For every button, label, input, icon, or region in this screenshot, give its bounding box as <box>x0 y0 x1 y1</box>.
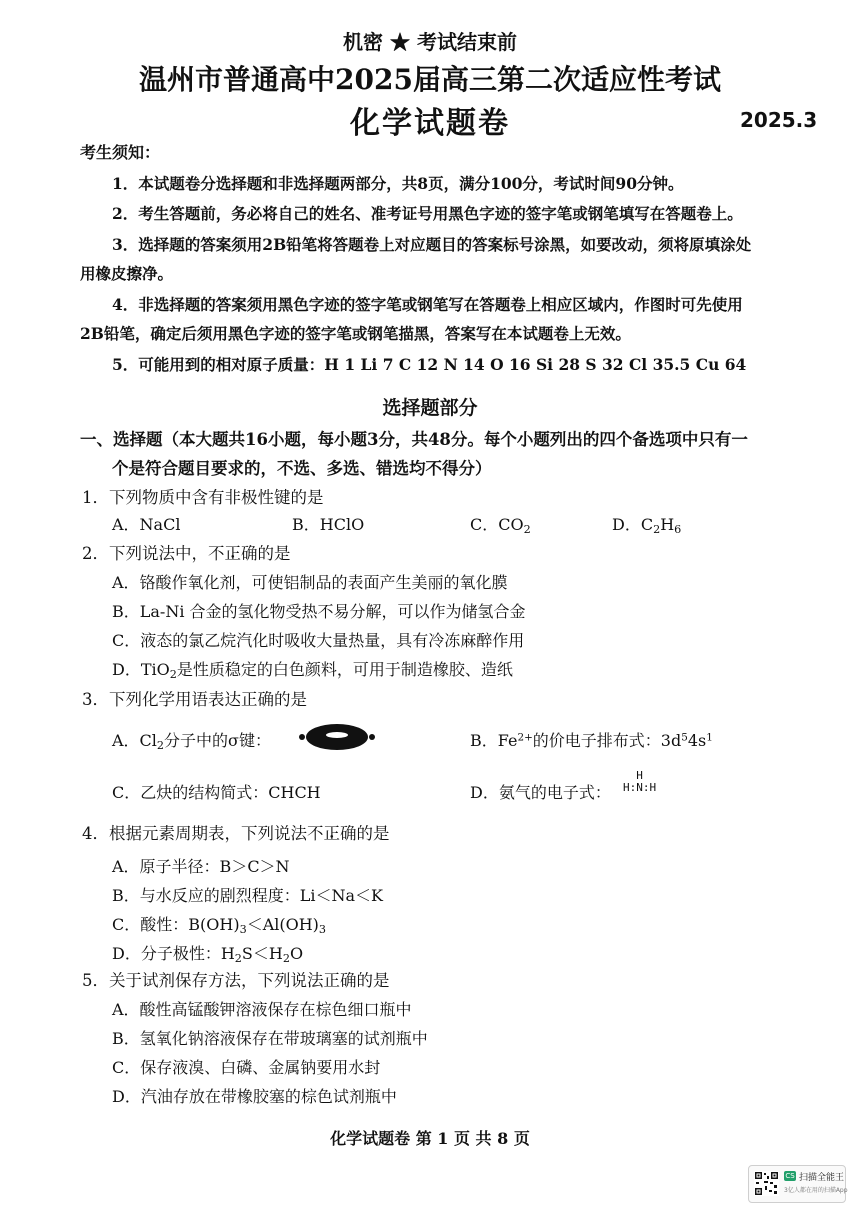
question-1-option-c: C．$CO_2$ <box>470 515 531 536</box>
qr-code-icon <box>754 1171 779 1196</box>
question-3-stem: 3．下列化学用语表达正确的是 <box>82 690 307 709</box>
exam-title: 温州市普通高中2025届高三第二次适应性考试 <box>139 63 721 96</box>
part-intro-line-1: 一、选择题（本大题共16小题，每小题3分，共48分。每个小题列出的四个备选项中只有一 <box>80 430 748 449</box>
question-1-option-a: A．NaCl <box>112 515 181 534</box>
confidential-label: 机密 ★ 考试结束前 <box>343 30 517 54</box>
question-5-option-d: D．汽油存放在带橡胶塞的棕色试剂瓶中 <box>112 1087 397 1106</box>
question-3-option-c: C．乙炔的结构简式：CHCH <box>112 783 321 802</box>
paper-title: 化学试题卷 <box>350 106 510 141</box>
question-5-option-c: C．保存液溴、白磷、金属钠要用水封 <box>112 1058 381 1077</box>
question-4-stem: 4．根据元素周期表，下列说法不正确的是 <box>82 824 390 843</box>
emphasis-text: 不正确 <box>208 544 258 563</box>
section-title: 选择题部分 <box>382 397 478 419</box>
question-1-option-b: B．HClO <box>292 515 365 534</box>
question-4-option-c: C．酸性：$B(OH)_3<Al(OH)_3$ <box>112 915 327 936</box>
notice-item-4-cont: 2B铅笔，确定后须用黑色字迹的签字笔或钢笔描黑，答案写在本试题卷上无效。 <box>80 324 631 343</box>
scanner-watermark <box>748 1165 846 1203</box>
part-intro-line-2: 个是符合题目要求的，不选、多选、错选均不得分） <box>112 459 492 478</box>
question-2-option-c: C．液态的氯乙烷汽化时吸收大量热量，具有冷冻麻醉作用 <box>112 631 525 650</box>
notice-item-5: 5．可能用到的相对原子质量：H 1 Li 7 C 12 N 14 O 16 Si 28 S 32 Cl 35.5 Cu 64 <box>112 355 747 374</box>
question-4-option-a: A．原子半径：B＞C＞N <box>112 857 290 876</box>
sigma-bond-orbital-icon <box>296 722 378 752</box>
notice-heading: 考生须知： <box>80 143 161 162</box>
notice-item-3: 3．选择题的答案须用2B铅笔将答题卷上对应题目的答案标号涂黑，如要改动，须将原填涂处 <box>112 235 752 254</box>
question-5-stem: 5．关于试剂保存方法，下列说法正确的是 <box>82 971 390 990</box>
question-1-stem: 1．下列物质中含有非极性键的是 <box>82 488 324 507</box>
question-3-option-d: D．氨气的电子式： <box>470 783 611 802</box>
question-4-option-d: D．分子极性：$H_2S<H_2O$ <box>112 944 304 965</box>
question-2-option-a: A．铬酸作氧化剂，可使铝制品的表面产生美丽的氧化膜 <box>112 573 508 592</box>
notice-item-2: 2．考生答题前，务必将自己的姓名、准考证号用黑色字迹的签字笔或钢笔填写在答题卷上。 <box>112 204 743 223</box>
question-5-option-a: A．酸性高锰酸钾溶液保存在棕色细口瓶中 <box>112 1000 412 1019</box>
page-footer: 化学试题卷 第 1 页 共 8 页 <box>330 1129 530 1148</box>
question-4-option-b: B．与水反应的剧烈程度：Li＜Na＜K <box>112 886 383 905</box>
question-3-option-b: B．$Fe^{2+}$的价电子排布式：$3d^54s^1$ <box>470 731 713 750</box>
question-5-option-b: B．氢氧化钠溶液保存在带玻璃塞的试剂瓶中 <box>112 1029 428 1048</box>
question-2-stem: 2．下列说法中，不正确的是 <box>82 544 291 563</box>
question-1-option-d: D．$C_2H_6$ <box>612 515 682 536</box>
emphasis-text: 不正确 <box>307 824 357 843</box>
ammonia-electron-formula: H H:N:H <box>623 769 657 794</box>
notice-item-4: 4．非选择题的答案须用黑色字迹的签字笔或钢笔写在答题卷上相应区域内，作图时可先使用 <box>112 295 743 314</box>
notice-item-3-cont: 用橡皮擦净。 <box>80 264 174 283</box>
question-2-option-b: B．La-Ni 合金的氢化物受热不易分解，可以作为储氢合金 <box>112 602 526 621</box>
notice-item-1: 1．本试题卷分选择题和非选择题两部分，共8页，满分100分，考试时间90分钟。 <box>112 174 684 193</box>
question-3-option-a: A．$Cl_2$分子中的σ键： <box>112 731 271 752</box>
scanner-app-slogan: 3亿人都在用的扫描App <box>784 1187 848 1194</box>
question-2-option-d: D．TiO$_2$是性质稳定的白色颜料，可用于制造橡胶、造纸 <box>112 660 513 681</box>
camscanner-logo: CS <box>785 1172 795 1180</box>
exam-date: 2025.3 <box>740 108 818 132</box>
scanner-app-name: 扫描全能王 <box>799 1173 845 1183</box>
